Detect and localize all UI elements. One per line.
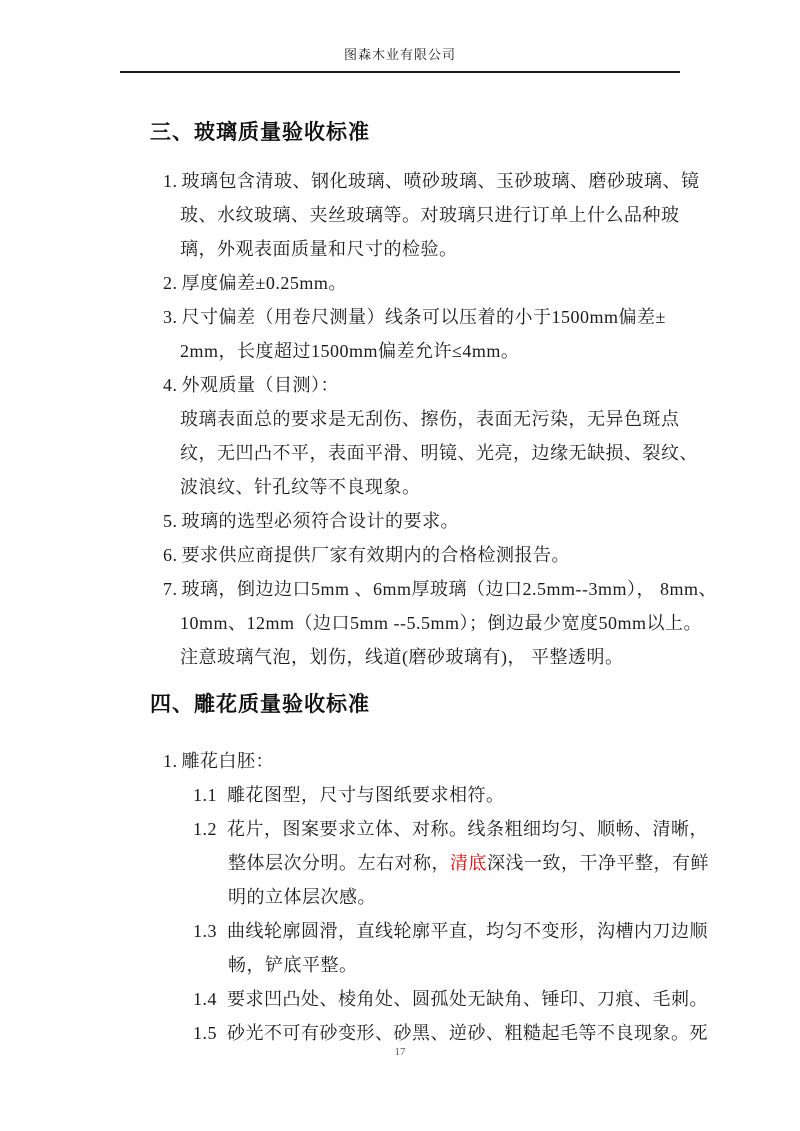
item-text: 厚度偏差±0.25mm。 [181,273,347,293]
list-item [150,368,770,402]
item-number: 1. [163,751,178,771]
item-text: 整体层次分明。左右对称， [228,853,450,873]
list-item [150,538,770,572]
item-number: 1.2 [193,819,217,839]
list-item-continuation: 注意玻璃气泡，划伤，线道(磨砂玻璃有)， 平整透明。 [180,647,624,667]
sub-list-item-continuation: 明的立体层次感。 [228,887,376,907]
item-text: 玻璃，倒边边口5mm 、6mm厚玻璃（边口2.5mm--3mm）， 8mm、 [181,579,717,599]
item-text: 玻璃的选型必须符合设计的要求。 [181,511,459,531]
item-number: 1.3 [193,921,217,941]
document-body [150,118,770,1050]
list-item-continuation: 璃，外观表面质量和尺寸的检验。 [180,239,458,259]
list-item [150,266,770,300]
list-item-continuation: 波浪纹、针孔纹等不良现象。 [180,477,421,497]
sub-list-item-continuation: 畅，铲底平整。 [228,955,358,975]
item-number: 5. [163,511,178,531]
item-number: 7. [163,579,178,599]
list-item-continuation: 玻璃表面总的要求是无刮伤、擦伤，表面无污染，无异色斑点 [180,409,680,429]
item-number: 3. [163,307,178,327]
list-item [150,300,770,334]
list-item [150,504,770,538]
section-heading-carving: 四、雕花质量验收标准 [150,693,370,716]
list-item-continuation: 10mm、12mm（边口5mm --5.5mm）；倒边最少宽度50mm以上。 [180,613,702,633]
list-item [150,744,770,778]
item-number: 1. [163,171,178,191]
item-number: 1.5 [193,1023,217,1043]
item-text: 外观质量（目测）： [181,375,339,395]
company-name: 图森木业有限公司 [343,47,456,62]
item-number: 6. [163,545,178,565]
item-text: 砂光不可有砂变形、砂黑、逆砂、粗糙起毛等不良现象。死 [227,1023,708,1043]
item-text: 花片，图案要求立体、对称。线条粗细均匀、顺畅、清晰， [227,819,708,839]
item-number: 1.4 [193,989,217,1009]
page-number: 17 [394,1046,406,1058]
sub-list-item [150,982,770,1016]
list-item [150,164,770,198]
item-text: 玻璃包含清玻、钢化玻璃、喷砂玻璃、玉砂玻璃、磨砂玻璃、镜 [181,171,700,191]
sub-list-item [150,812,770,846]
sub-list-item [150,778,770,812]
item-text: 深浅一致，干净平整，有鲜 [487,853,709,873]
item-text: 要求供应商提供厂家有效期内的合格检测报告。 [181,545,570,565]
item-text: 尺寸偏差（用卷尺测量）线条可以压着的小于1500mm偏差± [181,307,666,327]
sub-list-item-continuation [150,846,770,880]
list-item-continuation: 纹，无凹凸不平，表面平滑、明镜、光亮，边缘无缺损、裂纹、 [180,443,698,463]
list-item-continuation: 2mm，长度超过1500mm偏差允许≤4mm。 [180,341,520,361]
section-heading-glass: 三、玻璃质量验收标准 [150,121,370,144]
item-number: 1.1 [193,785,217,805]
item-text: 雕花图型，尺寸与图纸要求相符。 [227,785,505,805]
item-text: 雕花白胚： [181,751,274,771]
page-header [120,44,680,73]
sub-list-item [150,914,770,948]
item-text: 要求凹凸处、棱角处、圆孤处无缺角、锤印、刀痕、毛刺。 [227,989,708,1009]
list-item [150,572,770,606]
highlighted-text-red: 清底 [450,853,487,873]
list-item-continuation: 玻、水纹玻璃、夹丝玻璃等。对玻璃只进行订单上什么品种玻 [180,205,680,225]
item-number: 4. [163,375,178,395]
item-text: 曲线轮廓圆滑，直线轮廓平直，均匀不变形，沟槽内刀边顺 [227,921,708,941]
sub-list-item [150,1016,770,1050]
item-number: 2. [163,273,178,293]
